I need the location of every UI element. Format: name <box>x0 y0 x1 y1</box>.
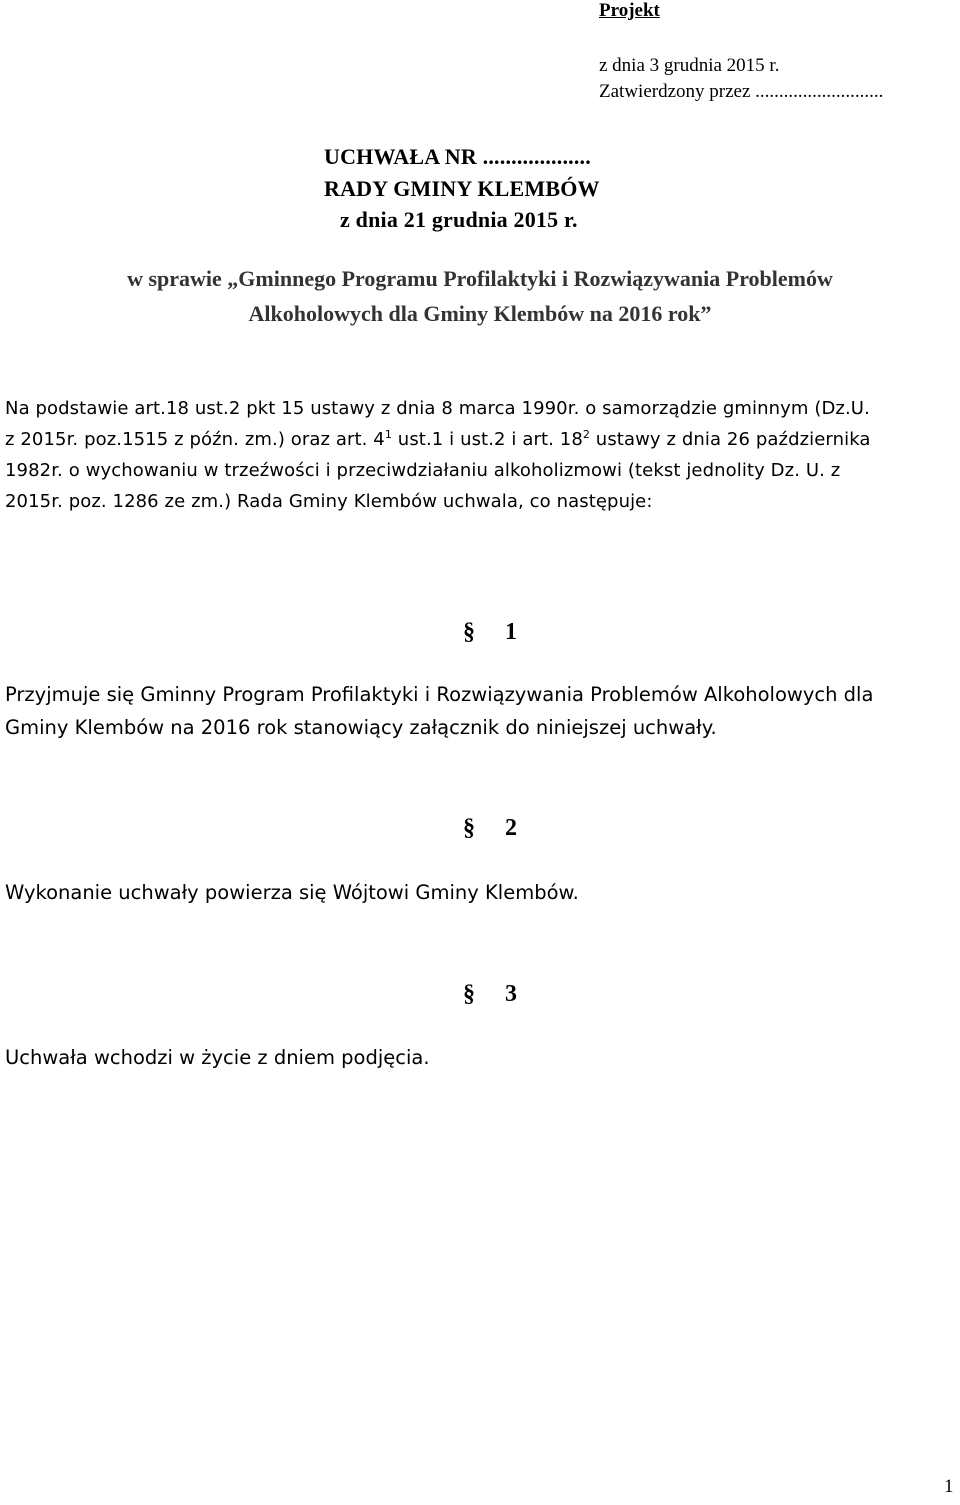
preamble-line-3: 1982r. o wychowaniu w trzeźwości i przeciwdziałaniu alkoholizmowi (tekst jednolity Dz. U. z <box>5 460 841 481</box>
subject-line-1: w sprawie „Gminnego Programu Profilaktyki i Rozwiązywania Problemów <box>127 266 833 291</box>
section-1-text-line-1: Przyjmuje się Gminny Program Profilaktyki i Rozwiązywania Problemów Alkoholowych dla <box>5 683 874 706</box>
preamble-line-2-b: ust.1 i ust.2 i art. 18 <box>391 429 583 450</box>
preamble-line-2 <box>5 424 871 455</box>
preamble-line-2-c: ustawy z dnia 26 października <box>589 429 871 450</box>
preamble-line-2-a: z 2015r. poz.1515 z późn. zm.) oraz art. 4 <box>5 429 385 450</box>
resolution-date: z dnia 21 grudnia 2015 r. <box>340 207 578 232</box>
council-name: RADY GMINY KLEMBÓW <box>324 176 600 201</box>
page-number: 1 <box>944 1476 954 1497</box>
section-2-symbol: § 2 <box>463 815 529 841</box>
subject-line-2: Alkoholowych dla Gminy Klembów na 2016 rok” <box>248 301 712 326</box>
section-1-text-line-2: Gminy Klembów na 2016 rok stanowiący załącznik do niniejszej uchwały. <box>5 716 717 739</box>
section-3-symbol: § 3 <box>463 981 529 1007</box>
resolution-number: UCHWAŁA NR ................... <box>324 144 591 169</box>
preamble-line-1: Na podstawie art.18 ust.2 pkt 15 ustawy z dnia 8 marca 1990r. o samorządzie gminnym (Dz.U. <box>5 398 870 419</box>
section-2-text: Wykonanie uchwały powierza się Wójtowi Gminy Klembów. <box>5 881 579 904</box>
section-1-symbol: § 1 <box>463 619 529 645</box>
superscript-2: 2 <box>582 428 590 441</box>
section-3-text: Uchwała wchodzi w życie z dniem podjęcia. <box>5 1046 430 1069</box>
preamble-line-4: 2015r. poz. 1286 ze zm.) Rada Gminy Klembów uchwala, co następuje: <box>5 491 653 512</box>
draft-label: Projekt <box>599 0 660 21</box>
superscript-1: 1 <box>384 428 392 441</box>
draft-date: z dnia 3 grudnia 2015 r. <box>599 55 780 76</box>
approved-by: Zatwierdzony przez ........................... <box>599 81 884 102</box>
